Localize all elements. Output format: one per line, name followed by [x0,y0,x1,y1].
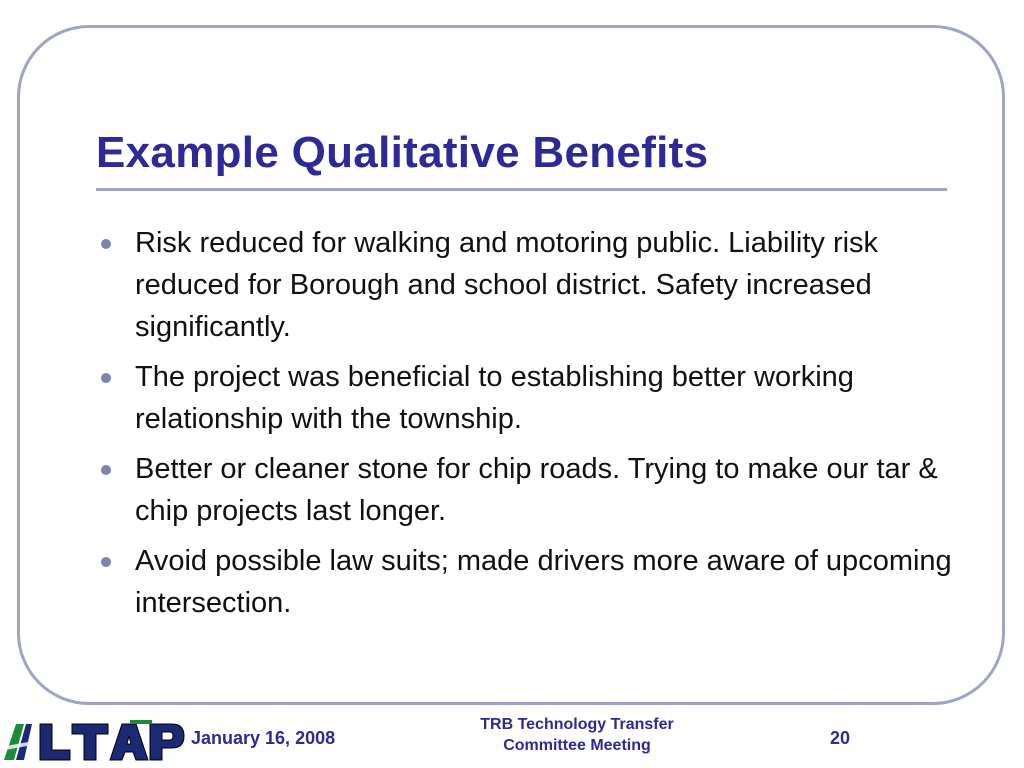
bullet-list [96,222,956,632]
logo-letter-l [40,724,70,760]
logo-letter-a [110,724,148,760]
footer-meeting-line1: TRB Technology Transfer [480,716,674,733]
bullet-dot-icon [101,557,111,567]
bullet-item [96,222,956,348]
bullet-item [96,448,956,532]
logo-letter-p [150,724,184,760]
title-underline [96,188,947,191]
bullet-item [96,356,956,440]
footer-meeting-line2: Committee Meeting [503,737,651,754]
footer-date: January 16, 2008 [191,728,336,748]
logo-green-accent [130,720,152,724]
page-number: 20 [830,728,851,748]
ltap-road-mark [4,724,32,760]
bullet-dot-icon [101,239,111,249]
logo-letter-t [72,724,108,760]
bullet-dot-icon [101,373,111,383]
footer-meeting [442,714,712,756]
slide-title: Example Qualitative Benefits [96,128,709,177]
bullet-text: Avoid possible law suits; made drivers more aware of upcoming intersection. [135,545,952,619]
bullet-text: Better or cleaner stone for chip roads. Trying to make our tar & chip projects last longer. [135,453,938,527]
ltap-logo [2,716,186,764]
bullet-dot-icon [101,465,111,475]
slide-footer [0,712,1024,768]
bullet-text: Risk reduced for walking and motoring public. Liability risk reduced for Borough and school district. Safety increased significantly. [135,227,879,343]
bullet-item [96,540,956,624]
bullet-text: The project was beneficial to establishing better working relationship with the township. [135,361,854,435]
